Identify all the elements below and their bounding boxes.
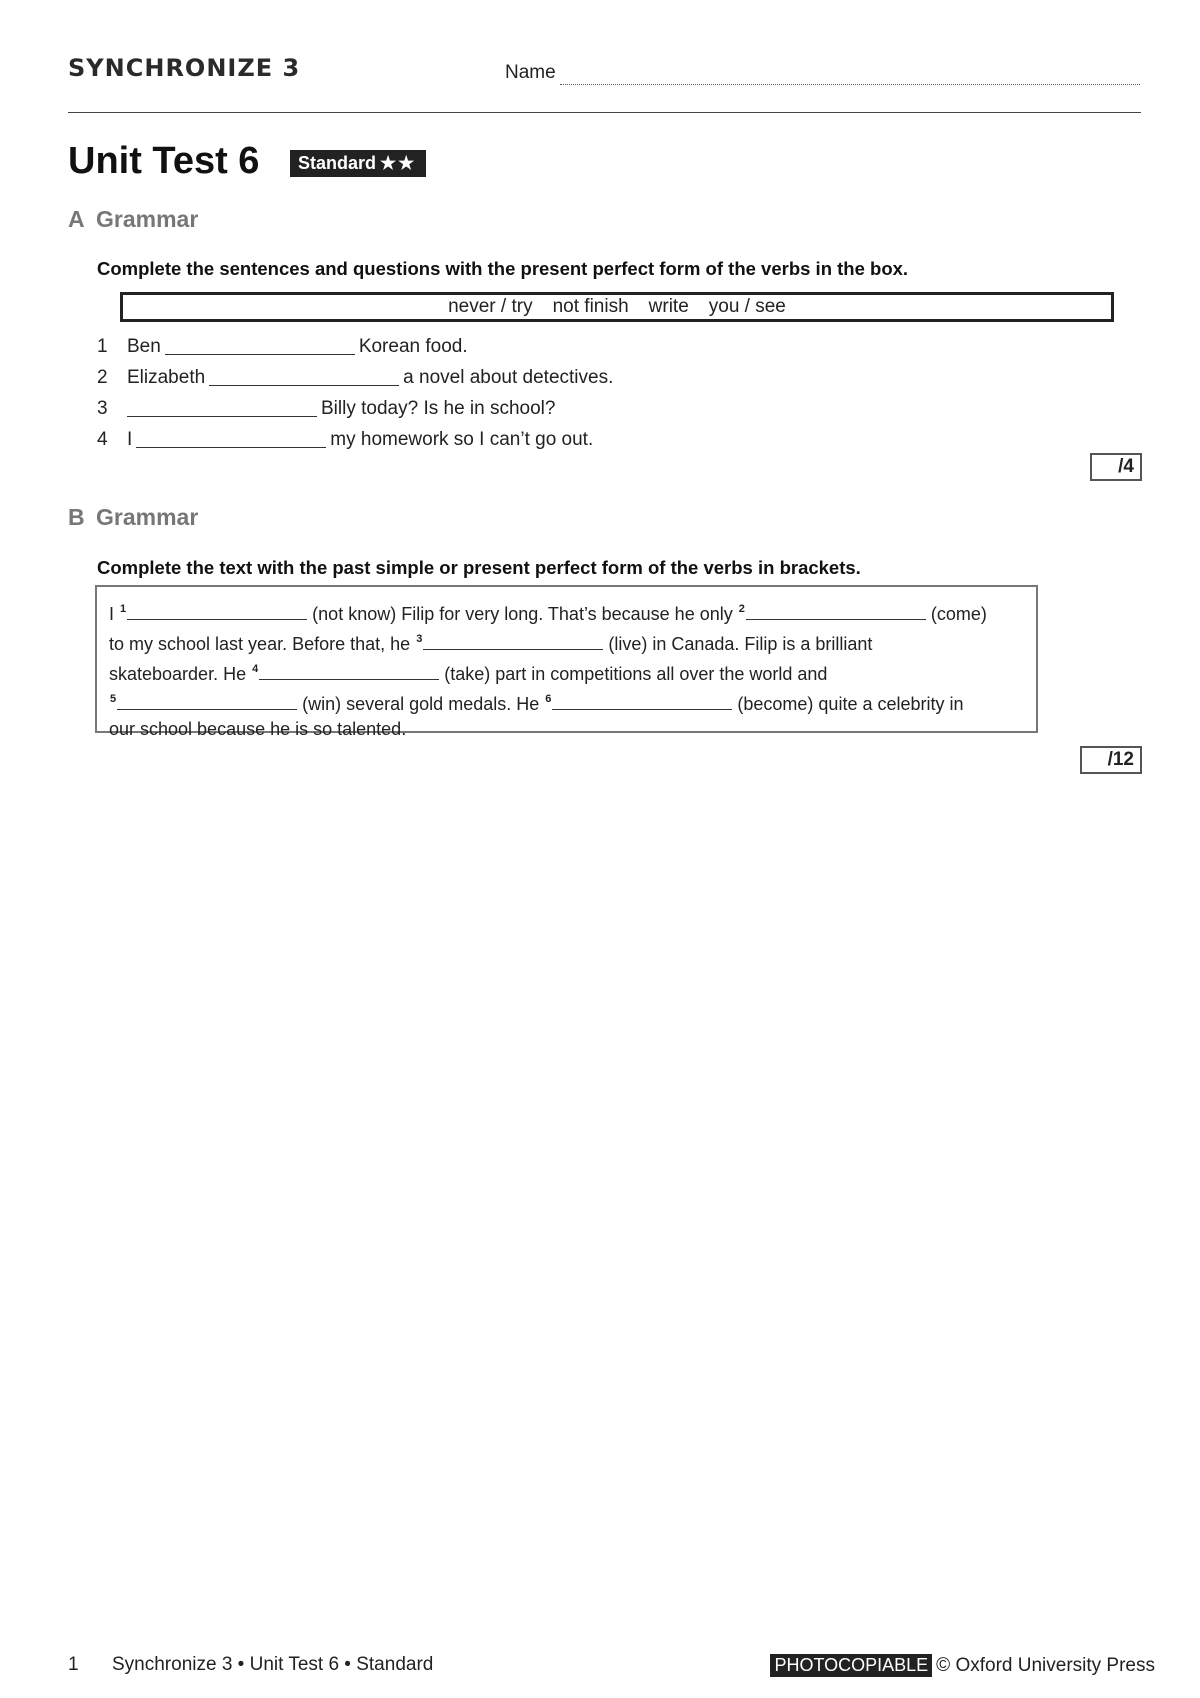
- copyright-text: © Oxford University Press: [936, 1654, 1155, 1676]
- list-item: [97, 367, 613, 398]
- section-b-heading: [68, 504, 198, 531]
- answer-blank-b6[interactable]: [552, 692, 732, 710]
- answer-blank-2[interactable]: [209, 367, 399, 386]
- answer-blank-b3[interactable]: [423, 632, 603, 650]
- text-fragment: (take) part in competitions all over the world and: [444, 664, 828, 684]
- word-box: [120, 292, 1114, 322]
- section-a-score-box: /4: [1090, 453, 1142, 481]
- section-b-letter: B: [68, 504, 85, 530]
- text-fragment: skateboarder. He: [109, 664, 247, 684]
- level-badge-label: Standard: [298, 153, 377, 173]
- text-fragment: our school because he is so talented.: [109, 719, 407, 739]
- text-line: [109, 657, 1024, 687]
- answer-blank-3[interactable]: [127, 398, 317, 417]
- list-item: [97, 336, 613, 367]
- footer-left: [68, 1654, 433, 1676]
- gap-number: 3: [416, 633, 423, 645]
- answer-blank-b1[interactable]: [127, 602, 307, 620]
- section-a-letter: A: [68, 206, 85, 232]
- item-number: 2: [97, 367, 108, 388]
- gap-number: 2: [738, 603, 745, 615]
- text-fragment: to my school last year. Before that, he: [109, 634, 411, 654]
- answer-blank-b5[interactable]: [117, 692, 297, 710]
- item-text-before: Elizabeth: [127, 367, 206, 388]
- level-stars-icon: ★★: [380, 153, 417, 173]
- footer-right: [770, 1654, 1155, 1677]
- text-fragment: (live) in Canada. Filip is a brilliant: [608, 634, 873, 654]
- section-a-instruction: Complete the sentences and questions with the present perfect form of the verbs in the box.: [97, 258, 909, 279]
- text-fragment: (come): [930, 604, 987, 624]
- item-text-after: Billy today? Is he in school?: [321, 398, 556, 419]
- word-box-item: not finish: [552, 296, 629, 317]
- text-fragment: (become) quite a celebrity in: [737, 694, 964, 714]
- item-text-before: I: [127, 429, 133, 450]
- gap-number: 5: [110, 693, 117, 705]
- item-text-before: Ben: [127, 336, 161, 357]
- word-box-item: never / try: [448, 296, 533, 317]
- name-field-line[interactable]: [560, 84, 1140, 85]
- gap-number: 6: [545, 693, 552, 705]
- item-text-after: Korean food.: [358, 336, 468, 357]
- gap-number: 4: [252, 663, 259, 675]
- answer-blank-b2[interactable]: [746, 602, 926, 620]
- answer-blank-1[interactable]: [165, 336, 355, 355]
- text-line: [109, 597, 1024, 627]
- header-divider: [68, 112, 1141, 113]
- level-badge: [290, 150, 426, 177]
- word-box-item: write: [648, 296, 689, 317]
- footer-title: Synchronize 3 • Unit Test 6 • Standard: [112, 1654, 434, 1675]
- text-line: [109, 687, 1024, 717]
- answer-blank-4[interactable]: [136, 429, 326, 448]
- section-b-score-box: /12: [1080, 746, 1142, 774]
- section-b-title: Grammar: [96, 504, 199, 530]
- word-box-item: you / see: [708, 296, 786, 317]
- item-text-after: my homework so I can’t go out.: [330, 429, 594, 450]
- list-item: [97, 398, 613, 429]
- text-fragment: (win) several gold medals. He: [302, 694, 540, 714]
- item-number: 3: [97, 398, 108, 419]
- gap-fill-text: [95, 585, 1038, 739]
- section-a-title: Grammar: [96, 206, 199, 232]
- answer-blank-b4[interactable]: [259, 662, 439, 680]
- section-a-items: [97, 336, 613, 460]
- text-fragment: (not know) Filip for very long. That’s because he only: [312, 604, 733, 624]
- name-label: Name: [505, 62, 556, 83]
- list-item: [97, 429, 613, 460]
- brand-logo: SYNCHRONIZE 3: [68, 54, 301, 82]
- item-number: 4: [97, 429, 108, 450]
- text-fragment: I: [109, 604, 115, 624]
- item-text-after: a novel about detectives.: [403, 367, 614, 388]
- section-b-instruction: Complete the text with the past simple or present perfect form of the verbs in brackets.: [97, 557, 861, 578]
- text-line: [109, 717, 1024, 742]
- gap-number: 1: [120, 603, 127, 615]
- section-a-heading: [68, 206, 198, 233]
- item-number: 1: [97, 336, 108, 357]
- page-title: Unit Test 6: [68, 140, 260, 182]
- page-number: 1: [68, 1654, 79, 1675]
- text-line: [109, 627, 1024, 657]
- photocopiable-badge: PHOTOCOPIABLE: [770, 1654, 932, 1677]
